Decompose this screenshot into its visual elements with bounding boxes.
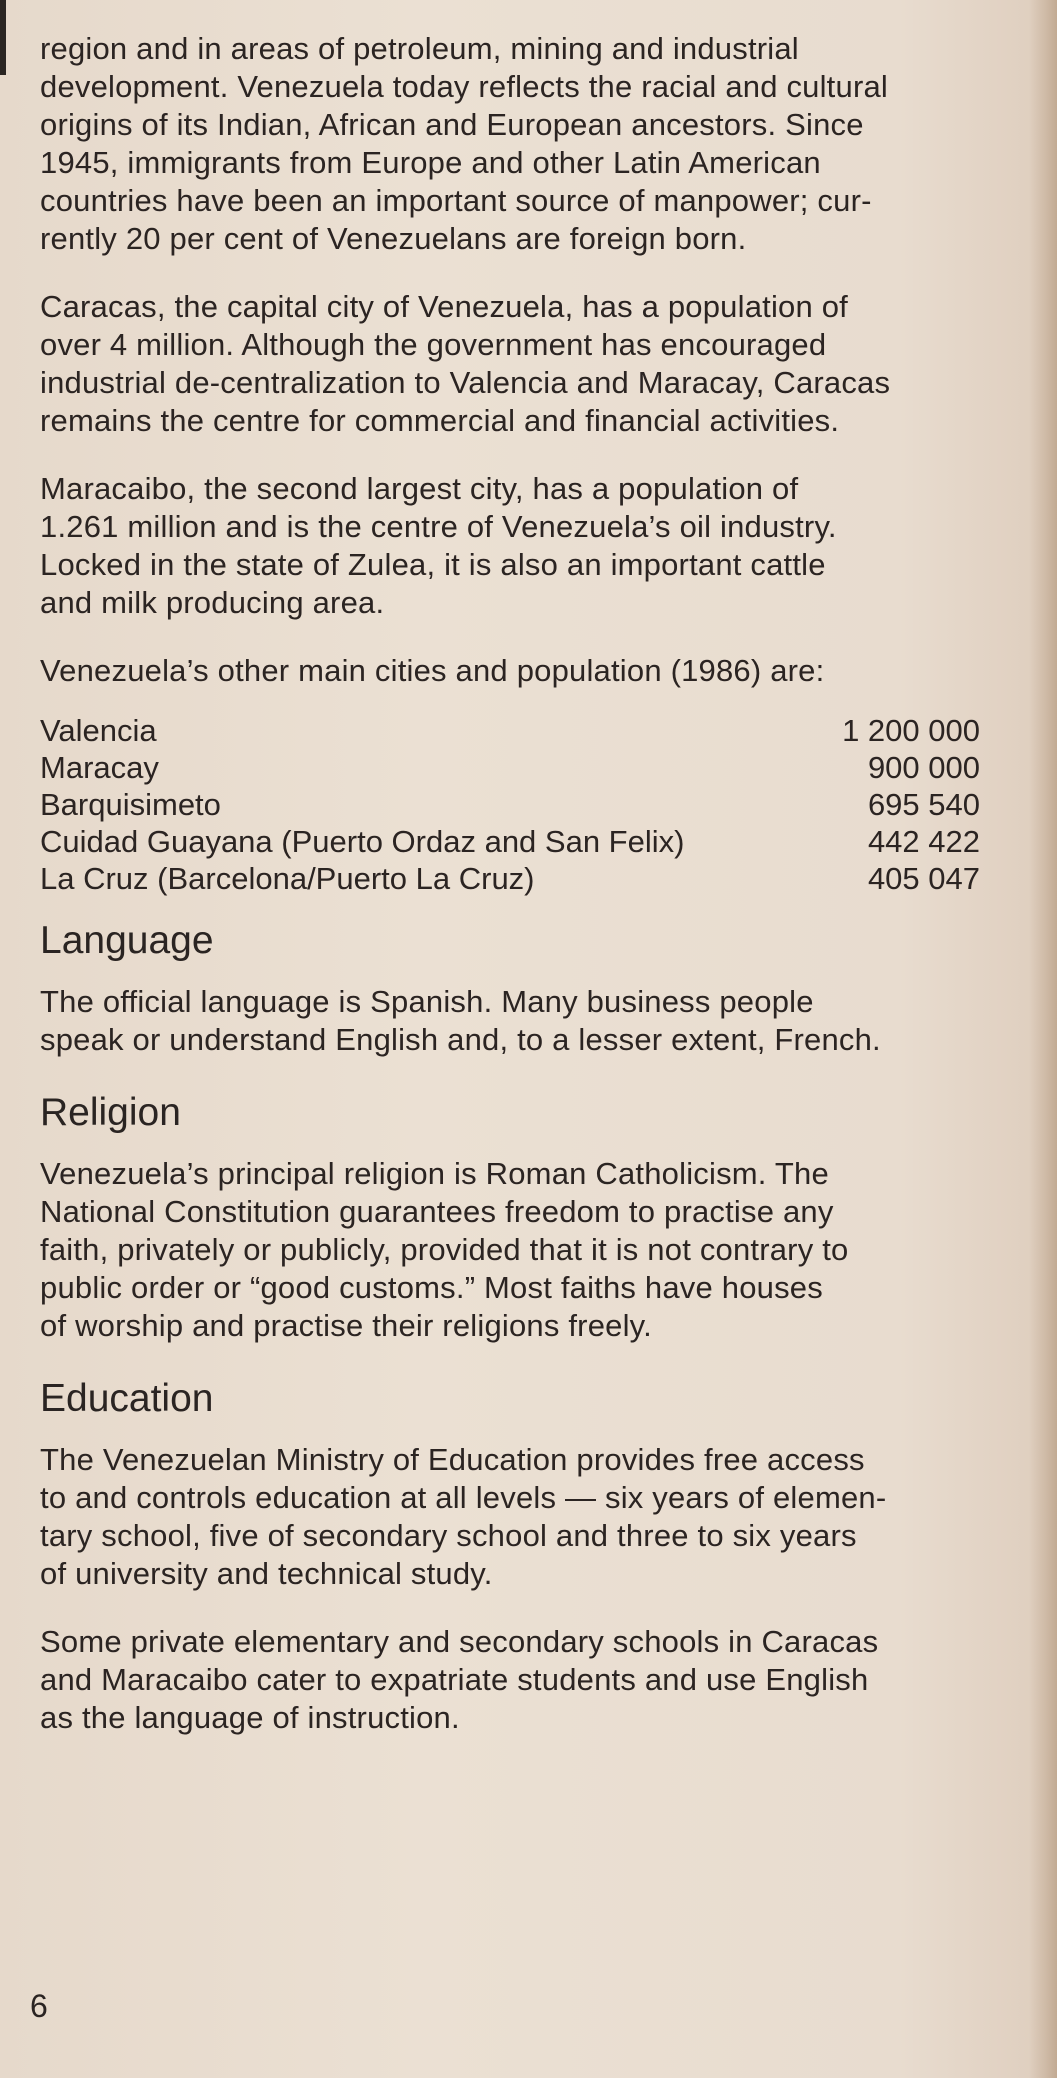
religion-heading: Religion xyxy=(40,1091,181,1134)
city-name: Valencia xyxy=(40,713,157,748)
cities-table xyxy=(40,712,990,897)
city-row xyxy=(40,823,980,860)
city-name: Cuidad Guayana (Puerto Ordaz and San Felix) xyxy=(40,824,685,859)
page-number: 6 xyxy=(30,1988,48,2024)
caracas-paragraph: Caracas, the capital city of Venezuela, has a population of over 4 million. Although the government has encouraged industrial de-centralization to Valencia and Maracay, Caracas remains the centre for commercial and financial activities. xyxy=(40,289,891,438)
religion-paragraph: Venezuela’s principal religion is Roman Catholicism. The National Constitution guarantees freedom to practise any faith, privately or publicly, provided that it is not contrary to public order or “good customs.” Most faiths have houses of worship and practise their religions freely. xyxy=(40,1156,849,1343)
language-heading: Language xyxy=(40,919,214,962)
page-left-edge xyxy=(0,0,6,75)
city-population: 442 422 xyxy=(867,824,980,859)
page-content xyxy=(40,30,990,1767)
language-paragraph: The official language is Spanish. Many business people speak or understand English and, to a lesser extent, French. xyxy=(40,984,881,1057)
city-name: La Cruz (Barcelona/Puerto La Cruz) xyxy=(40,861,535,896)
city-population: 900 000 xyxy=(867,750,980,785)
city-row xyxy=(40,749,980,786)
city-row xyxy=(40,860,980,897)
maracaibo-paragraph: Maracaibo, the second largest city, has a population of 1.261 million and is the centre of Venezuela’s oil industry. Locked in the state of Zulea, it is also an important cattle and milk producing area. xyxy=(40,471,837,620)
education-heading: Education xyxy=(40,1377,214,1420)
page-right-edge xyxy=(1029,0,1057,2078)
cities-intro: Venezuela’s other main cities and population (1986) are: xyxy=(40,653,825,688)
city-population: 405 047 xyxy=(867,861,980,896)
city-name: Barquisimeto xyxy=(40,787,221,822)
city-row xyxy=(40,786,980,823)
city-name: Maracay xyxy=(40,750,159,785)
education-paragraph-2: Some private elementary and secondary schools in Caracas and Maracaibo cater to expatriate students and use English as the language of instruction. xyxy=(40,1624,879,1735)
city-population: 695 540 xyxy=(867,787,980,822)
intro-paragraph: region and in areas of petroleum, mining and industrial development. Venezuela today reflects the racial and cultural origins of its Indian, African and European ancestors. Since 1945, immigrants from Europe and other Latin American countries have been an important source of manpower; cur- rently 20 per cent of Venezuelans are foreign born. xyxy=(40,31,888,256)
education-paragraph-1: The Venezuelan Ministry of Education provides free access to and controls education at all levels — six years of elemen- tary school, five of secondary school and three to six years of university and technical study. xyxy=(40,1442,887,1591)
city-population: 1 200 000 xyxy=(842,713,980,748)
city-row xyxy=(40,712,980,749)
